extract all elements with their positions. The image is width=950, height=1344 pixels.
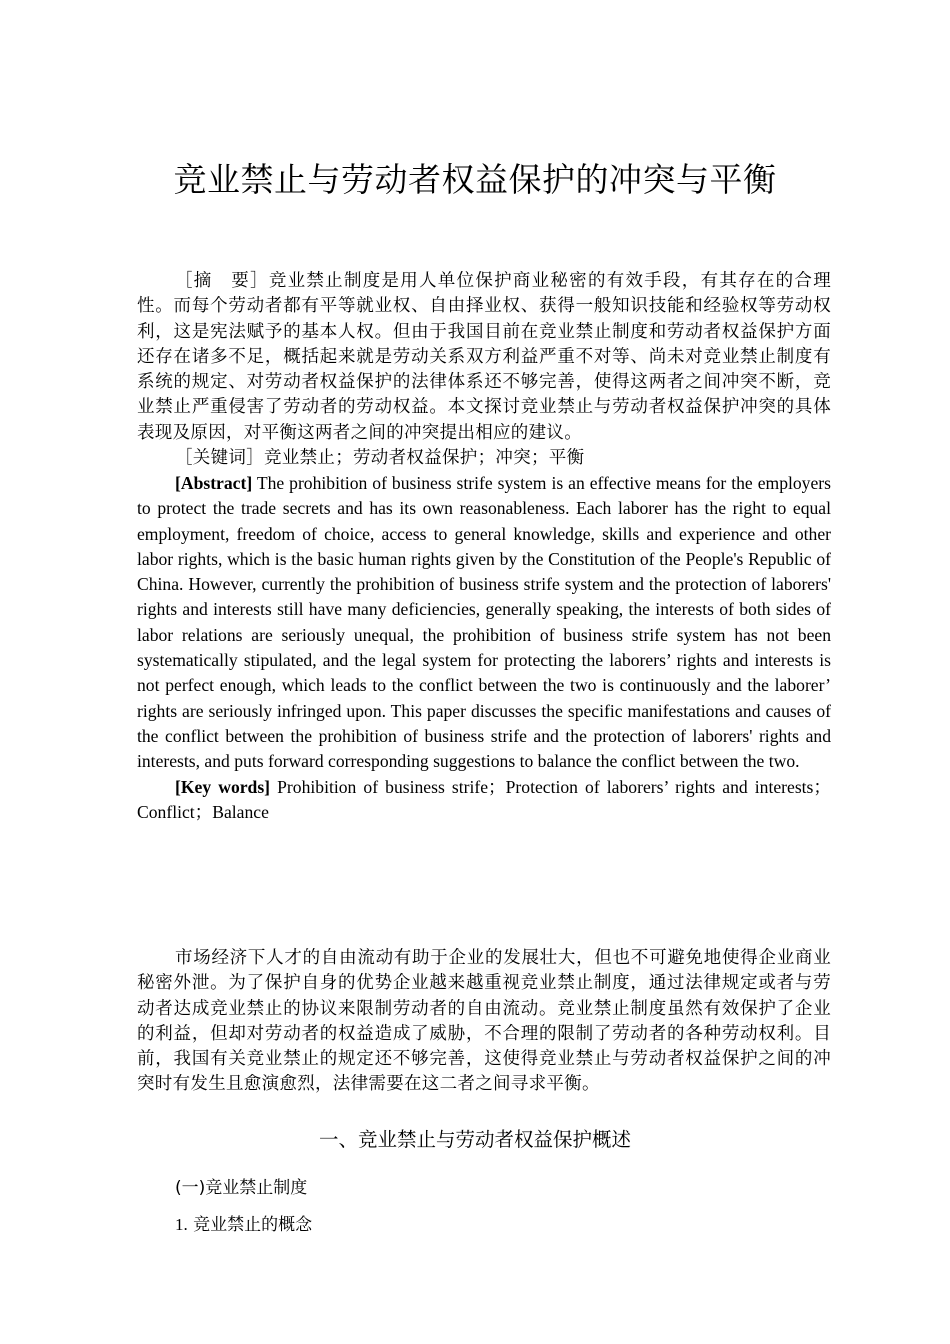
keywords-cn-paragraph [137, 446, 831, 471]
page-title: 竞业禁止与劳动者权益保护的冲突与平衡 [173, 160, 777, 199]
list-item-heading [175, 1213, 312, 1237]
abstract-cn-label: ［摘 要］ [175, 271, 269, 291]
keywords-en-text: Prohibition of business strife；Protection of laborers’ rights and interests；Conflict；Balance [137, 776, 831, 822]
abstract-en-label: [Abstract] [175, 473, 253, 493]
keywords-en-paragraph [137, 775, 831, 826]
keywords-cn-label: ［关键词］ [175, 448, 264, 469]
abstract-cn-paragraph [137, 269, 831, 446]
list-item-number: 1. [175, 1215, 188, 1234]
abstract-cn-text: 竞业禁止制度是用人单位保护商业秘密的有效手段，有其存在的合理性。而每个劳动者都有平等就业权、自由择业权、获得一般知识技能和经验权等劳动权利，这是宪法赋予的基本人权。但由于我国目前在竞业禁止制度和劳动者权益保护方面还存在诸多不足，概括起来就是劳动关系双方利益严重不对等、尚未对竞业禁止制度有系统的规定、对劳动者权益保护的法律体系还不够完善，使得这两者之间冲突不断，竞业禁止严重侵害了劳动者的劳动权益。本文探讨竞业禁止与劳动者权益保护冲突的具体表现及原因，对平衡这两者之间的冲突提出相应的建议。 [137, 271, 832, 443]
intro-paragraph: 市场经济下人才的自由流动有助于企业的发展壮大，但也不可避免地使得企业商业秘密外泄。为了保护自身的优势企业越来越重视竞业禁止制度，通过法律规定或者与劳动者达成竞业禁止的协议来限制劳动者的自由流动。竞业禁止制度虽然有效保护了企业的利益，但却对劳动者的权益造成了威胁，不合理的限制了劳动者的各种劳动权利。目前，我国有关竞业禁止的规定还不够完善，这使得竞业禁止与劳动者权益保护之间的冲突时有发生且愈演愈烈，法律需要在这二者之间寻求平衡。 [137, 948, 831, 1095]
intro-section [137, 946, 831, 1098]
abstract-en-section [137, 471, 831, 825]
section-heading: 一、竞业禁止与劳动者权益保护概述 [318, 1128, 631, 1151]
sub-heading: (一)竞业禁止制度 [175, 1178, 308, 1198]
list-item-text: 竞业禁止的概念 [187, 1215, 313, 1235]
keywords-en-label: [Key words] [175, 776, 271, 797]
abstract-en-text: The prohibition of business strife system is an effective means for the employers to protect the trade secrets and has its own reasonableness. Each laborer has the right to equal employment, freedom of choice, access to general knowledge, skills and experience and other labor rights, which is the basic human rights given by the Constitution of the People's Republic of China. However, currently the prohibition of business strife system and the protection of laborers' rights and interests still have many deficiencies, generally speaking, the interests of both sides of labor relations are seriously unequal, the prohibition of business strife system has not been systematically stipulated, and the legal system for protecting the laborers’ rights and interests is not perfect enough, which leads to the conflict between the two is continuously and the laborer’ rights are seriously infringed upon. This paper discusses the specific manifestations and causes of the conflict between the prohibition of business strife and the protection of laborers' rights and interests, and puts forward corresponding suggestions to balance the conflict between the two. [137, 473, 831, 772]
keywords-cn-text: 竞业禁止；劳动者权益保护；冲突；平衡 [264, 448, 585, 469]
abstract-cn-section [137, 269, 831, 471]
abstract-en-paragraph [137, 471, 831, 775]
